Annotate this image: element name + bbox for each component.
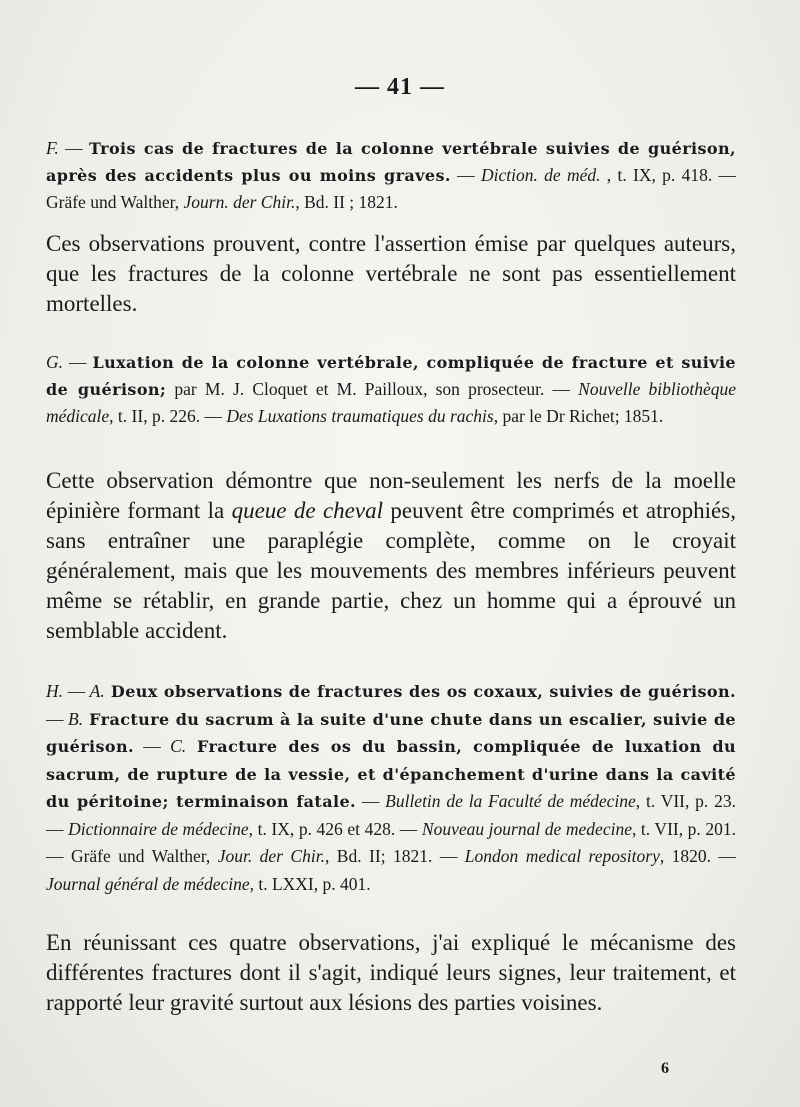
section-title-h-b: Fracture du sacrum à la suite d'une chute dans un escalier, suivie de guérison. (46, 709, 737, 756)
reference-h: H. — A. Deux observations de fractures des os coxaux, suivies de guérison. — B. Fracture du sacrum à la suite d'une chute dans un escalier, suivie de guérison. — C. Fracture des os du bassin, compliquée de luxation du sacrum, de rupture de la vessie, et d'épanchement d'urine dans la cavité du péritoine; terminaison fatale. — Bulletin de la Faculté de médecine, t. VII, p. 23. — Dictionnaire de médecine, t. IX, p. 426 et 428. — Nouveau journal de medecine, t. VII, p. 201. — Gräfe und Walther, Jour. der Chir., Bd. II; 1821. — London medical repository, 1820. — Journal général de médecine, t. LXXI, p. 401. (46, 681, 737, 894)
citation: London medical repository (464, 846, 660, 866)
section-letter-g: G. (46, 352, 64, 372)
paragraph-1: Ces observations prouvent, contre l'assertion émise par quelques auteurs, que les fractures de la colonne vertébrale ne sont pas essentiellement mortelles. (46, 231, 736, 316)
citation: Des Luxations traumatiques du rachis (226, 406, 494, 426)
section-letter-h: H. (46, 681, 64, 701)
paragraph-3: En réunissant ces quatre observations, j'ai expliqué le mécanisme des différentes fractures dont il s'agit, indiqué leurs signes, leur traitement, et rapporté leur gravité surtout aux lésions des parties voisines. (46, 930, 736, 1015)
citation: Nouveau journal de medecine (421, 818, 632, 839)
section-title-h-a: Deux observations de fractures des os coxaux, suivies de guérison. (104, 682, 736, 701)
citation: Diction. de méd. (480, 165, 601, 185)
paragraph-2: Cette observation démontre que non-seulement les nerfs de la moelle épinière formant la queue de cheval peuvent être comprimés et atrophiés, sans entraîner une paraplégie complète, comme on le croyait généralement, mais que les mouvements des membres inférieurs peuvent même se rétablir, en grande partie, chez un homme qui a éprouvé un semblable accident. (46, 468, 736, 643)
section-title-h-c: Fracture des os du bassin, compliquée de luxation du sacrum, de rupture de la vessie, et d'épanchement d'urine dans la cavité du péritoine; terminaison fatale. (46, 737, 736, 811)
citation: Jour. der Chir. (217, 846, 325, 866)
section-title-f: Trois cas de fractures de la colonne vertébrale suivies de guérison, après des accidents plus ou moins graves. (46, 139, 737, 185)
citation: Bulletin de la Faculté de médecine (385, 791, 636, 811)
reference-g: G. — Luxation de la colonne vertébrale, compliquée de fracture et suivie de guérison; par M. J. Cloquet et M. Pailloux, son prosecteur. — Nouvelle bibliothèque médicale, t. II, p. 226. — Des Luxations traumatiques du rachis, par le Dr Richet; 1851. (46, 352, 737, 426)
reference-f: F. — Trois cas de fractures de la colonne vertébrale suivies de guérison, après des accidents plus ou moins graves. — Diction. de méd. , t. IX, p. 418. — Gräfe und Walther, Journ. der Chir., Bd. II ; 1821. (46, 138, 737, 212)
section-title-g: Luxation de la colonne vertébrale, compliquée de fracture et suivie de guérison; (46, 353, 737, 399)
emphasis: queue de cheval (231, 498, 383, 523)
citation: Nouvelle bibliothèque médicale (46, 379, 737, 426)
citation: Journal général de médecine (46, 873, 250, 894)
citation: Dictionnaire de médecine (68, 818, 249, 839)
citation: Journ. der Chir. (183, 192, 296, 212)
signature-mark: 6 (661, 1060, 669, 1077)
section-letter-f: F. (46, 138, 59, 158)
page-number: — 41 — (355, 74, 445, 100)
